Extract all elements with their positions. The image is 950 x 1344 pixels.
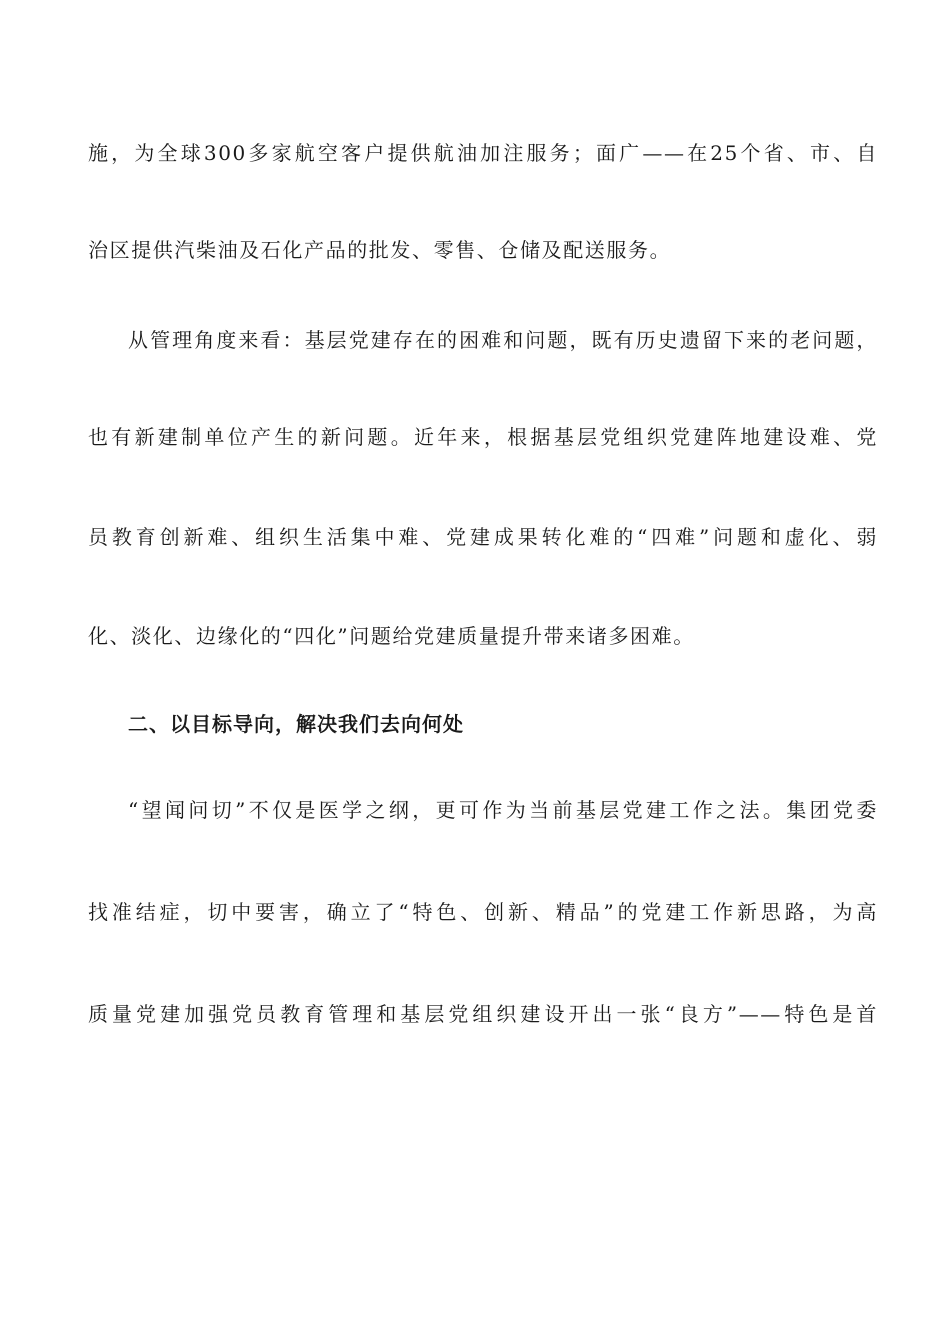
- paragraph-line: 治区提供汽柴油及石化产品的批发、零售、仓储及配送服务。: [88, 238, 672, 262]
- paragraph-line: 员教育创新难、组织生活集中难、党建成果转化难的“四难”问题和虚化、弱: [88, 525, 878, 549]
- paragraph-line: 找准结症，切中要害，确立了“特色、创新、精品”的党建工作新思路，为高: [88, 900, 878, 924]
- section-heading: 二、以目标导向，解决我们去向何处: [128, 712, 464, 736]
- paragraph-line: 从管理角度来看：基层党建存在的困难和问题，既有历史遗留下来的老问题，: [128, 328, 878, 352]
- paragraph-line: 质量党建加强党员教育管理和基层党组织建设开出一张“良方”——特色是首: [88, 1002, 878, 1026]
- paragraph-line: 也有新建制单位产生的新问题。近年来，根据基层党组织党建阵地建设难、党: [88, 425, 878, 449]
- paragraph-line: 化、淡化、边缘化的“四化”问题给党建质量提升带来诸多困难。: [88, 624, 695, 648]
- paragraph-line: “望闻问切”不仅是医学之纲，更可作为当前基层党建工作之法。集团党委: [128, 798, 878, 822]
- paragraph-line: 施，为全球300多家航空客户提供航油加注服务；面广——在25个省、市、自: [88, 141, 878, 165]
